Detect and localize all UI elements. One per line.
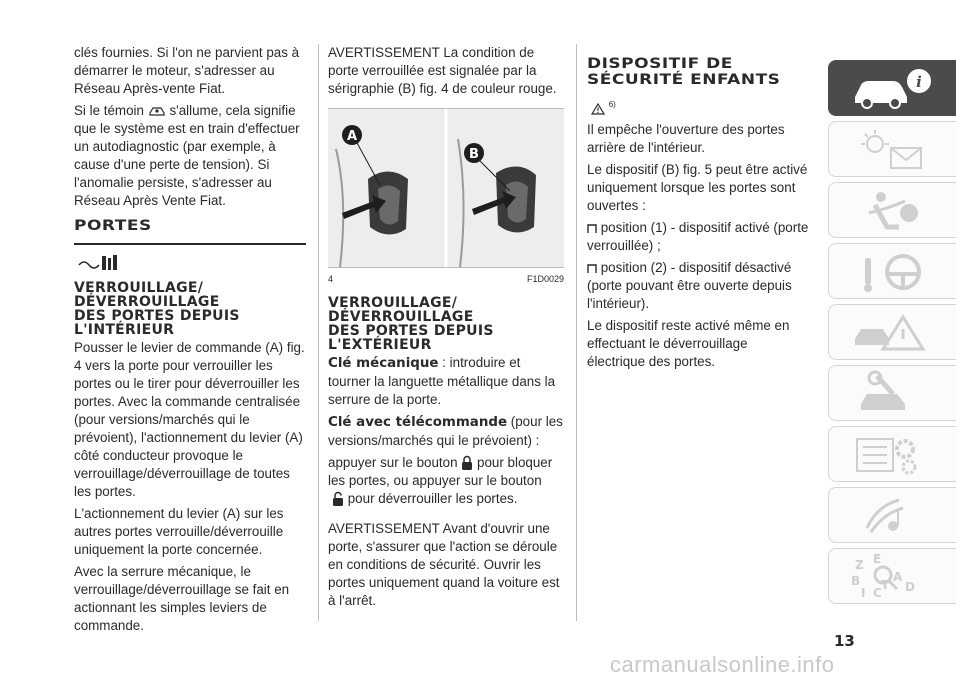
subheading-line: DES PORTES DEPUIS — [74, 308, 240, 324]
watermark: carmanualsonline.info — [610, 652, 835, 677]
tab-multimedia[interactable] — [828, 487, 956, 543]
tab-index[interactable] — [828, 548, 956, 604]
subheading-line: L'INTÉRIEUR — [74, 322, 175, 338]
subheading-line: VERROUILLAGE/ — [328, 295, 458, 311]
chapter-tabs — [828, 60, 956, 609]
text-span: position (2) - dispositif désactivé (porte pouvant être ouverte depuis l'intérieur). — [587, 260, 792, 312]
paragraph: L'actionnement du levier (A) sur les autres portes verrouille/déverrouille uniquement la porte concernée. — [74, 506, 284, 557]
text-span: pour déverrouiller les portes. — [347, 491, 518, 506]
heading-line: DISPOSITIF DE — [587, 55, 733, 73]
paragraph: Le dispositif reste activé même en effectuant le déverrouillage électrique des portes. — [587, 318, 790, 370]
heading-line: SÉCURITÉ ENFANTS — [587, 71, 781, 89]
airbag-seat-icon — [847, 187, 937, 235]
unlock-icon — [332, 491, 344, 507]
warning-ref-number: 6) — [608, 100, 616, 109]
multimedia-icon — [847, 492, 937, 540]
svg-text:D: D — [905, 580, 915, 594]
paragraph: Il empêche l'ouverture des portes arrière de l'intérieur. — [587, 122, 785, 156]
subheading-line: VERROUILLAGE/ — [74, 280, 204, 296]
subheading-line: DÉVERROUILLAGE — [328, 309, 474, 325]
list-item — [587, 259, 809, 313]
subheading-line: DES PORTES DEPUIS — [328, 323, 494, 339]
paragraph: AVERTISSEMENT Avant d'ouvrir une porte, s'assurer que l'action se déroule en conditions de sécurité. Ouvrir les portes uniquement quand la voiture est à l'arrêt. — [328, 521, 560, 608]
heading-rule — [74, 243, 306, 245]
warning-reference — [591, 96, 809, 117]
tab-car-info[interactable] — [828, 60, 956, 116]
figure-code: F1D0029 — [526, 274, 564, 284]
svg-text:A: A — [893, 570, 903, 584]
tab-emergency[interactable] — [828, 304, 956, 360]
callout-a: A — [346, 129, 358, 144]
bullet-square-icon — [587, 264, 597, 274]
specs-gear-icon — [847, 431, 937, 479]
car-info-icon — [847, 65, 937, 113]
paragraph: Avec la serrure mécanique, le verrouillage/déverrouillage se fait en actionnant les simples leviers de commande. — [74, 564, 290, 633]
text-span: s'allume, cela signifie que le système est en train d'effectuer un autodiagnostic (par exemple, à cause d'une perte de tension). Si l'anomalie persiste, s'adresser au Réseau Après Vente Fiat. — [74, 103, 300, 208]
steering-wheel-key-icon — [847, 248, 937, 296]
paragraph — [328, 413, 564, 450]
tab-safety[interactable] — [828, 182, 956, 238]
tab-specs[interactable] — [828, 426, 956, 482]
paragraph: clés fournies. Si l'on ne parvient pas à démarrer le moteur, s'adresser au Réseau Après-vente Fiat. — [74, 45, 300, 96]
text-span: : introduire et tourner la languette métallique dans la serrure de la porte. — [328, 355, 556, 407]
paragraph — [328, 454, 564, 508]
subheading-from-outside — [328, 296, 564, 352]
svg-text:B: B — [851, 574, 861, 588]
text-span: appuyer sur le bouton — [328, 455, 458, 470]
term: Clé avec télécommande — [328, 415, 508, 430]
figure-number: 4 — [328, 274, 334, 284]
bullet-square-icon — [587, 224, 597, 234]
door-lever-illustration — [328, 109, 564, 267]
svg-text:C: C — [873, 586, 882, 600]
text-span: pour bloquer les portes, ou appuyer sur le bouton — [328, 455, 553, 488]
tab-starting-driving[interactable] — [828, 243, 956, 299]
text-span: position (1) - dispositif activé (porte verrouillée) ; — [587, 220, 809, 254]
index-search-icon — [847, 553, 937, 601]
paragraph — [74, 102, 306, 210]
paragraph: AVERTISSEMENT La condition de porte verrouillée est signalée par la sérigraphie (B) fig. 4 de couleur rouge. — [328, 45, 557, 96]
svg-text:Z: Z — [855, 558, 864, 572]
column-divider — [576, 44, 577, 621]
warning-triangle-icon — [591, 103, 605, 115]
wrench-car-icon — [847, 370, 937, 418]
tab-maintenance[interactable] — [828, 365, 956, 421]
list-item — [587, 219, 809, 255]
subheading-from-inside — [74, 281, 306, 337]
immobilizer-warning-icon — [148, 105, 166, 117]
section-heading-portes: PORTES — [74, 217, 152, 235]
svg-text:E: E — [873, 553, 882, 566]
warning-lights-envelope-icon — [847, 126, 937, 174]
page-number: 13 — [834, 632, 855, 650]
text-span: Si le témoin — [74, 103, 144, 118]
term: Clé mécanique — [328, 356, 439, 371]
tab-warning-lights[interactable] — [828, 121, 956, 177]
figure-door-levers — [328, 108, 564, 268]
column-middle — [328, 44, 564, 614]
section-heading-child-safety — [587, 56, 809, 88]
figure-caption — [328, 270, 564, 288]
svg-text:i: i — [916, 73, 922, 91]
paragraph — [328, 354, 564, 409]
subheading-line: L'EXTÉRIEUR — [328, 337, 432, 353]
svg-text:I: I — [861, 586, 866, 600]
svg-text:T: T — [881, 578, 890, 592]
column-left — [74, 44, 306, 639]
callout-b: B — [469, 147, 479, 162]
door-lock-symbol-icon — [76, 253, 120, 273]
paragraph: Le dispositif (B) fig. 5 peut être activé uniquement lorsque les portes sont ouvertes : — [587, 162, 808, 214]
paragraph: Pousser le levier de commande (A) fig. 4 vers la porte pour verrouiller les portes ou le tirer pour déverrouiller les portes. Avec la commande centralisée (pour versions/marchés qui le prévoient), l'actionnement du levier (A) côté conducteur provoque le verrouillage/déverrouillage de toutes les portes. — [74, 340, 305, 499]
text-span: (pour les versions/marchés qui le prévoient) : — [328, 414, 563, 448]
warning-triangle-car-icon — [847, 309, 937, 357]
column-divider — [318, 44, 319, 621]
lock-icon — [461, 455, 473, 471]
column-right — [587, 44, 809, 375]
subheading-line: DÉVERROUILLAGE — [74, 294, 220, 310]
